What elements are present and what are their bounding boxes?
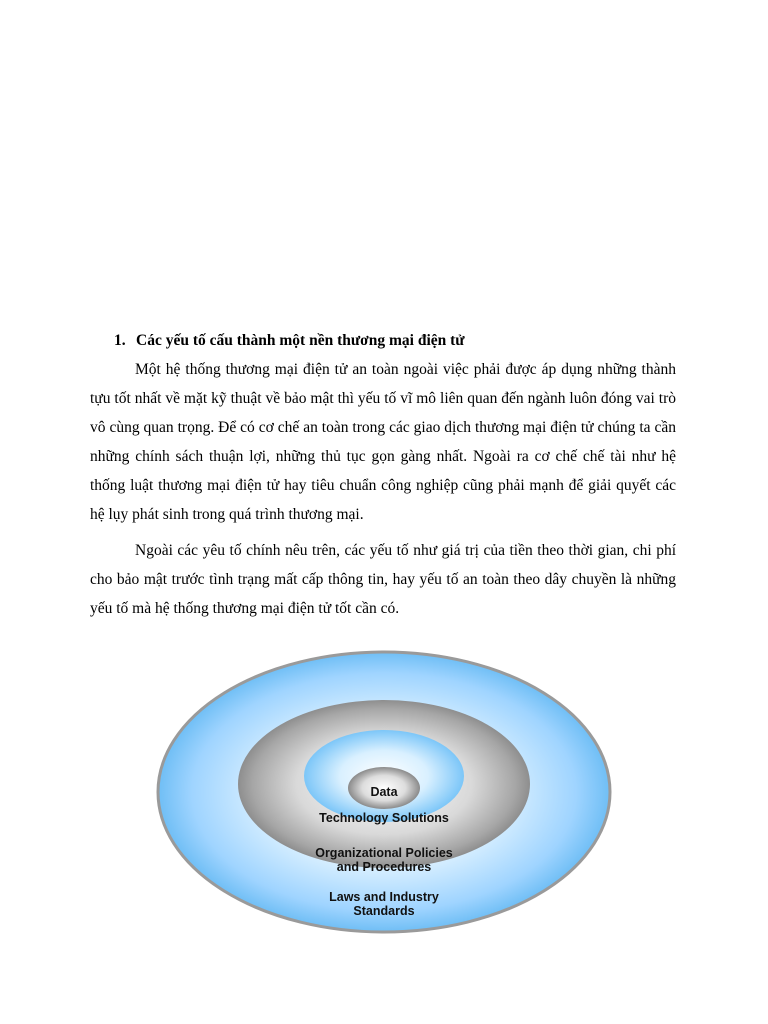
label-data: Data (370, 785, 398, 799)
label-policies-line1: Organizational Policies (315, 846, 453, 860)
label-technology: Technology Solutions (319, 811, 449, 825)
section-title: Các yếu tố cấu thành một nền thương mại điện tử (136, 332, 465, 349)
section-number: 1. (114, 332, 126, 349)
diagram-svg (154, 648, 614, 938)
paragraph-1: Một hệ thống thương mại điện tử an toàn ngoài việc phải được áp dụng những thành tựu tốt nhất về mặt kỹ thuật về bảo mật thì yếu tố vĩ mô liên quan đến ngành luôn đóng vai trò vô cùng quan trọng. Để có cơ chế an toàn trong các giao dịch thương mại điện tử chúng ta cần những chính sách thuận lợi, những thủ tục gọn gàng nhất. Ngoài ra cơ chế chế tài như hệ thống luật thương mại điện tử hay tiêu chuẩn công nghiệp cũng phải mạnh để giải quyết các hệ lụy phát sinh trong quá trình thương mại. (90, 361, 676, 523)
label-policies-line2: and Procedures (336, 860, 432, 874)
section-heading (90, 326, 676, 355)
document-body (90, 326, 676, 623)
security-layers-diagram (154, 648, 614, 938)
paragraph-2: Ngoài các yêu tố chính nêu trên, các yếu tố như giá trị của tiền theo thời gian, chi phí cho bảo mật trước tình trạng mất cấp thông tin, hay yếu tố an toàn theo dây chuyền là những yếu tố mà hệ thống thương mại điện tử tốt cần có. (90, 542, 676, 617)
label-laws-line2: Standards (353, 904, 415, 918)
label-laws-line1: Laws and Industry (329, 890, 439, 904)
